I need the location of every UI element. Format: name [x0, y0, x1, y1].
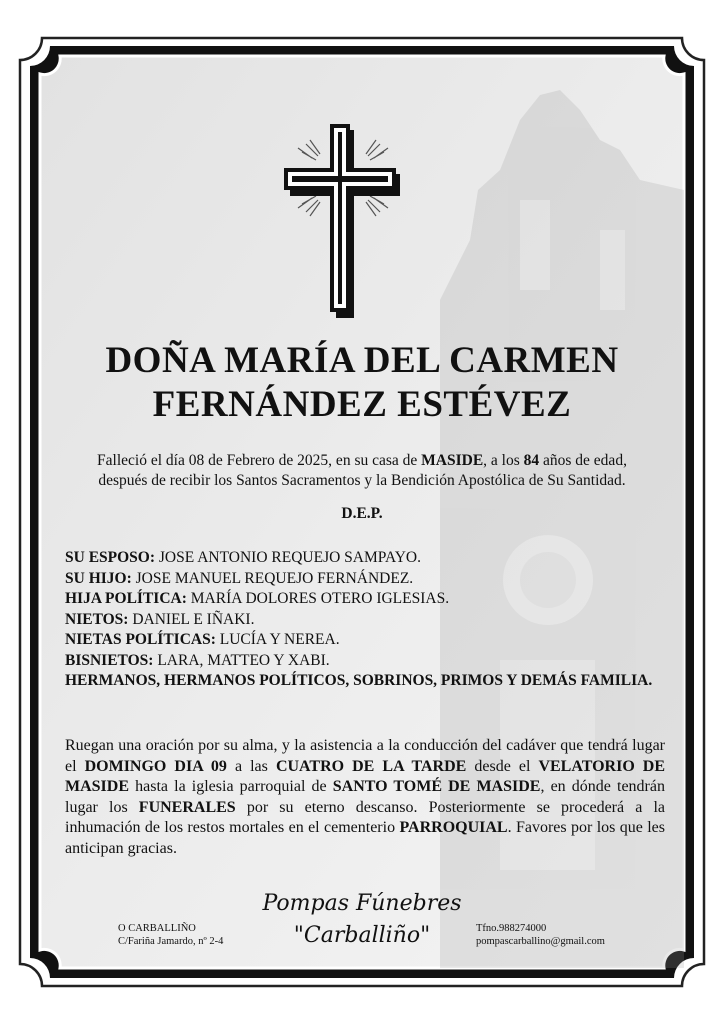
- family-list: [65, 548, 665, 692]
- funeral-text: hasta la iglesia parroquial de: [129, 778, 333, 795]
- contact-email: pompascarballino@gmail.com: [476, 936, 605, 947]
- announcement-line2: después de recibir los Santos Sacramentos y la Bendición Apostólica de Su Santidad.: [98, 472, 626, 489]
- funerals-word: FUNERALES: [138, 798, 236, 816]
- funeral-home-address: [118, 922, 223, 948]
- deceased-name: [60, 339, 664, 427]
- family-label: NIETOS:: [65, 610, 129, 628]
- funeral-text: a las: [226, 757, 276, 775]
- family-value: DANIEL E IÑAKI.: [128, 610, 255, 628]
- funeral-time: CUATRO DE LA TARDE: [275, 757, 467, 775]
- funeral-text: Ruegan una oración por su alma, y la asistencia a la conducción del cadáver que tendrá lugar el: [65, 737, 665, 775]
- family-value: MARÍA DOLORES OTERO IGLESIAS.: [186, 590, 450, 607]
- family-row: [65, 569, 665, 590]
- announcement-text: Falleció el día 08 de Febrero de 2025, en su casa de: [97, 452, 422, 469]
- family-value: LUCÍA Y NEREA.: [215, 631, 340, 648]
- logo-line1: Pompas Fúnebres: [262, 891, 462, 916]
- funeral-text: . Favores por los que les anticipan gracias.: [65, 819, 666, 857]
- family-value: JOSE ANTONIO REQUEJO SAMPAYO.: [155, 549, 422, 566]
- funeral-date: DOMINGO DIA 09: [84, 757, 227, 775]
- logo-line2: "Carballiño": [293, 923, 431, 948]
- contact-phone: Tfno.988274000: [476, 923, 547, 934]
- funeral-home-contact: [476, 922, 605, 948]
- family-row: [65, 589, 665, 610]
- wake-location: VELATORIO DE MASIDE: [65, 757, 666, 795]
- deceased-name-line1: DOÑA MARÍA DEL CARMEN: [105, 340, 619, 381]
- funeral-text: desde el: [466, 757, 539, 775]
- church-name: SANTO TOMÉ DE MASIDE: [332, 778, 541, 795]
- death-announcement: [60, 451, 664, 491]
- funeral-text: , en dónde tendrán lugar los: [65, 778, 665, 816]
- age: 84: [523, 452, 540, 469]
- cross-icon: [268, 112, 418, 324]
- family-label: BISNIETOS:: [65, 651, 154, 669]
- family-label: HIJA POLÍTICA:: [65, 590, 187, 607]
- family-label: SU ESPOSO:: [65, 549, 156, 566]
- funeral-details: [65, 736, 665, 859]
- family-label: SU HIJO:: [65, 569, 132, 587]
- dep-text: D.E.P.: [341, 505, 383, 522]
- family-row: [65, 548, 665, 569]
- funeral-home-logo: [240, 882, 484, 954]
- family-row: [65, 630, 665, 651]
- family-row: [65, 610, 665, 631]
- address-city: O CARBALLIÑO: [118, 923, 196, 934]
- announcement-line1: [60, 451, 664, 471]
- family-label: NIETAS POLÍTICAS:: [65, 631, 216, 648]
- family-row: [65, 651, 665, 672]
- announcement-text: , a los: [483, 452, 524, 469]
- announcement-text: años de edad,: [539, 452, 627, 469]
- place-of-death: MASIDE: [421, 452, 484, 469]
- cemetery-name: PARROQUIAL: [399, 819, 508, 836]
- family-value: JOSE MANUEL REQUEJO FERNÁNDEZ.: [131, 569, 414, 587]
- funeral-text: por su eterno descanso. Posteriormente se procederá a la inhumación de los restos mortales en el cementerio: [65, 798, 665, 836]
- family-value: LARA, MATTEO Y XABI.: [153, 651, 330, 669]
- extended-family: HERMANOS, HERMANOS POLÍTICOS, SOBRINOS, PRIMOS Y DEMÁS FAMILIA.: [65, 672, 653, 689]
- deceased-name-line2: FERNÁNDEZ ESTÉVEZ: [152, 384, 572, 425]
- address-street: C/Fariña Jamardo, nº 2-4: [118, 936, 224, 947]
